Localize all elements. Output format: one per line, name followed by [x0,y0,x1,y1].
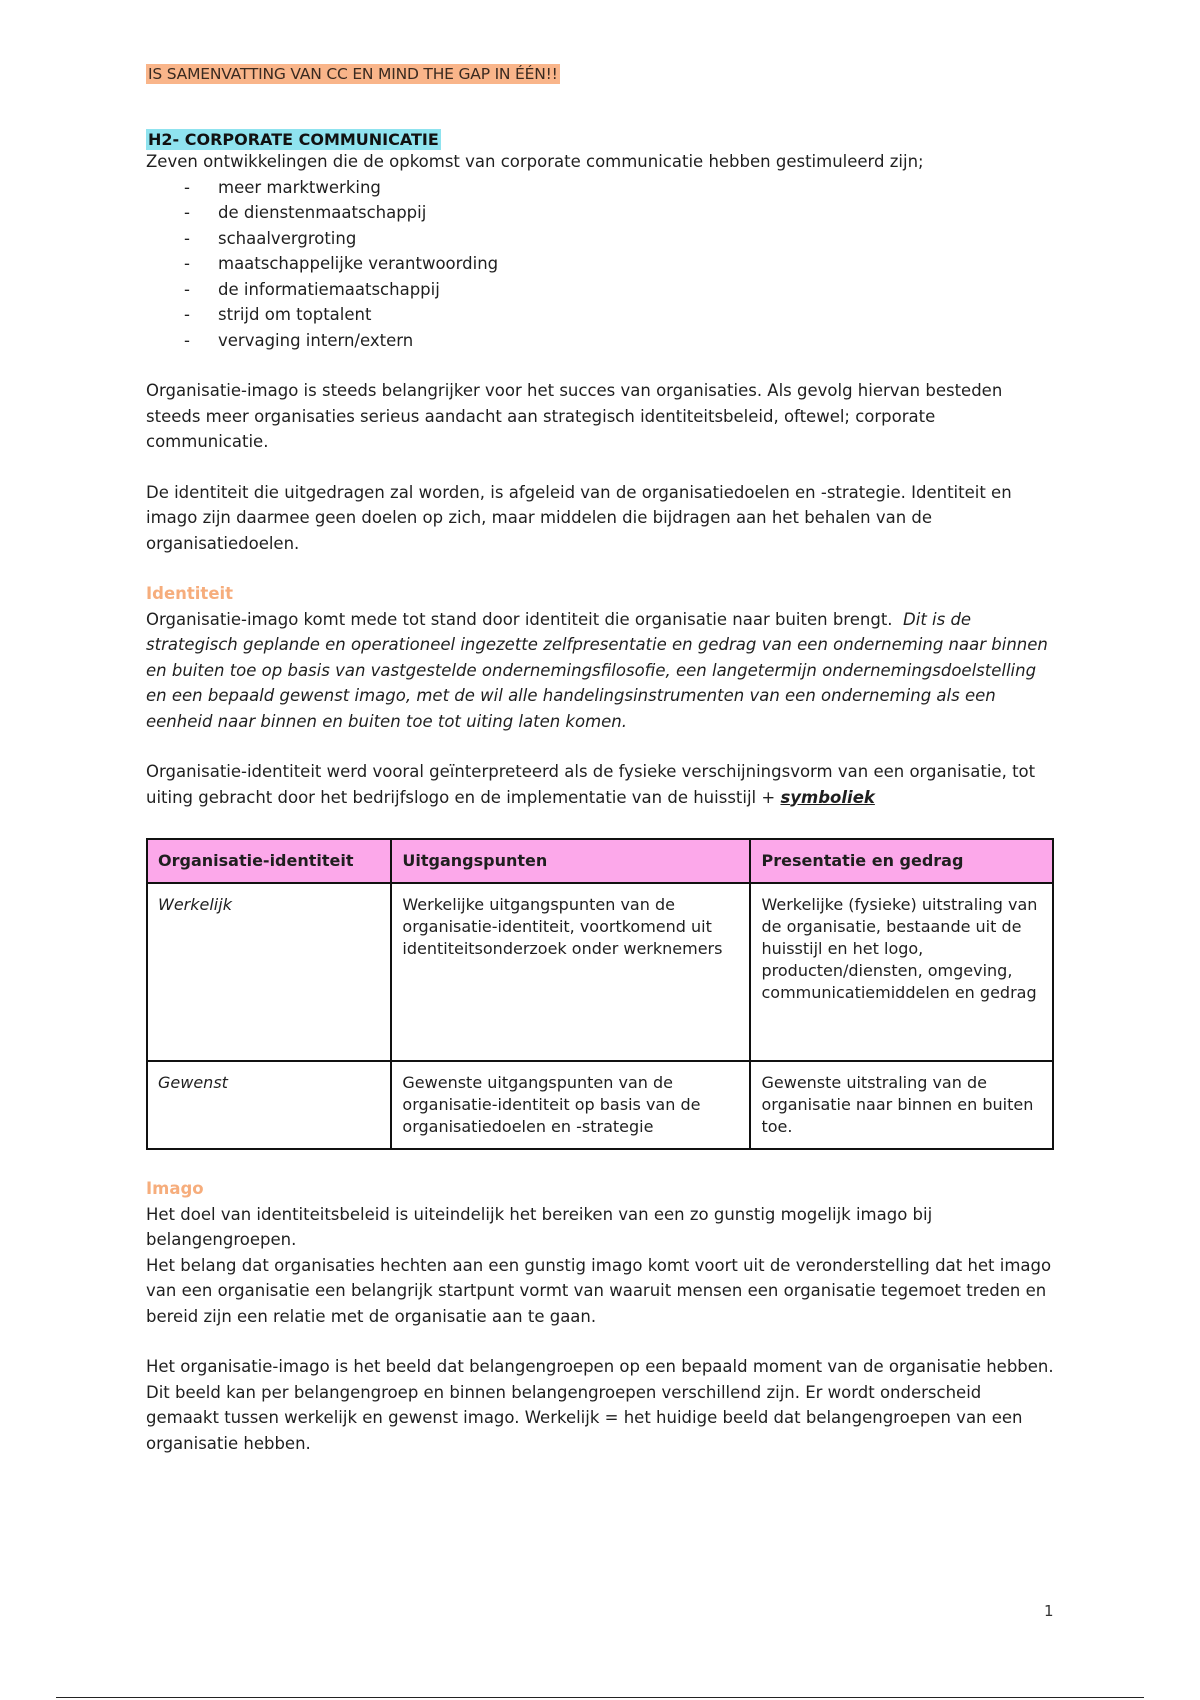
table-cell: Gewenste uitgangspunten van de organisatie-identiteit op basis van de organisatiedoelen en -strategie [391,1061,750,1149]
paragraph-imago-goal: Het doel van identiteitsbeleid is uiteindelijk het bereiken van een zo gunstig mogelijk imago bij belangengroepen. [146,1204,933,1249]
identiteit-definition: Dit is de strategisch geplande en operationeel ingezette zelfpresentatie en gedrag van een onderneming naar binnen en buiten toe op basis van vastgestelde ondernemingsfilosofie, een langetermijn ondernemingsdoelstelling en een bepaald gewenst imago, met de wil alle handelingsinstrumenten van een onderneming als een eenheid naar binnen en buiten toe tot uiting laten komen. [146,609,1048,731]
list-item: - schaalvergroting [146,226,1056,252]
table-header-row [147,839,1053,883]
banner-text: IS SAMENVATTING VAN CC EN MIND THE GAP IN ÉÉN!! [148,65,558,83]
paragraph-identiteit: Organisatie-imago komt mede tot stand door identiteit die organisatie naar buiten brengt. Dit is de strategisch geplande en operationeel ingezette zelfpresentatie en gedrag van een onderneming naar binnen en buiten toe op basis van vastgestelde ondernemingsfilosofie, een langetermijn ondernemingsdoelstelling en een bepaald gewenst imago, met de wil alle handelingsinstrumenten van een onderneming als een eenheid naar binnen en buiten toe tot uiting laten komen. [146,609,1048,731]
list-item: - vervaging intern/extern [146,328,1056,354]
table-cell: Werkelijk [147,883,391,1061]
table-cell: Werkelijke uitgangspunten van de organisatie-identiteit, voortkomend uit identiteitsonderzoek onder werknemers [391,883,750,1061]
developments-list [146,175,1056,354]
identity-table [146,838,1054,1150]
list-item: - strijd om toptalent [146,302,1056,328]
document-page [146,64,1056,1456]
page-number: 1 [1044,1602,1054,1620]
list-item: - de dienstenmaatschappij [146,200,1056,226]
table-row [147,883,1053,1061]
intro-text: Zeven ontwikkelingen die de opkomst van corporate communicatie hebben gestimuleerd zijn; [146,152,924,171]
table-cell: Gewenste uitstraling van de organisatie naar binnen en buiten toe. [750,1061,1053,1149]
list-item: - de informatiemaatschappij [146,277,1056,303]
table-cell: Werkelijke (fysieke) uitstraling van de organisatie, bestaande uit de huisstijl en het logo, producten/diensten, omgeving, communicatiemiddelen en gedrag [750,883,1053,1061]
summary-banner [146,64,1056,84]
paragraph-identity-goals: De identiteit die uitgedragen zal worden, is afgeleid van de organisatiedoelen en -strategie. Identiteit en imago zijn daarmee geen doelen op zich, maar middelen die bijdragen aan het behalen van de organisatiedoelen. [146,482,1012,553]
paragraph-identiteit-physical: Organisatie-identiteit werd vooral geïnterpreteerd als de fysieke verschijningsvorm van een organisatie, tot uiting gebracht door het bedrijfslogo en de implementatie van de huisstijl + symboliek [146,762,1036,807]
paragraph-imago-importance-reason: Het belang dat organisaties hechten aan een gunstig imago komt voort uit de veronderstelling dat het imago van een organisatie een belangrijk startpunt vormt van waaruit mensen een organisatie tegemoet treden en bereid zijn een relatie met de organisatie aan te gaan. [146,1255,1052,1326]
table-row [147,1061,1053,1149]
section-heading: H2- CORPORATE COMMUNICATIE [148,130,439,149]
footer-divider [56,1697,1144,1698]
column-header: Organisatie-identiteit [147,839,391,883]
list-item: - meer marktwerking [146,175,1056,201]
table-cell: Gewenst [147,1061,391,1149]
list-item: - maatschappelijke verantwoording [146,251,1056,277]
column-header: Uitgangspunten [391,839,750,883]
identiteit-heading: Identiteit [146,584,234,603]
column-header: Presentatie en gedrag [750,839,1053,883]
paragraph-imago-importance: Organisatie-imago is steeds belangrijker voor het succes van organisaties. Als gevolg hiervan besteden steeds meer organisaties serieus aandacht aan strategisch identiteitsbeleid, oftewel; corporate communicatie. [146,381,1003,451]
paragraph-imago-definition: Het organisatie-imago is het beeld dat belangengroepen op een bepaald moment van de organisatie hebben. Dit beeld kan per belangengroep en binnen belangengroepen verschillend zijn. Er wordt onderscheid gemaakt tussen werkelijk en gewenst imago. Werkelijk = het huidige beeld dat belangengroepen van een organisatie hebben. [146,1357,1054,1453]
imago-heading: Imago [146,1179,204,1198]
symboliek-term: symboliek [780,787,875,807]
